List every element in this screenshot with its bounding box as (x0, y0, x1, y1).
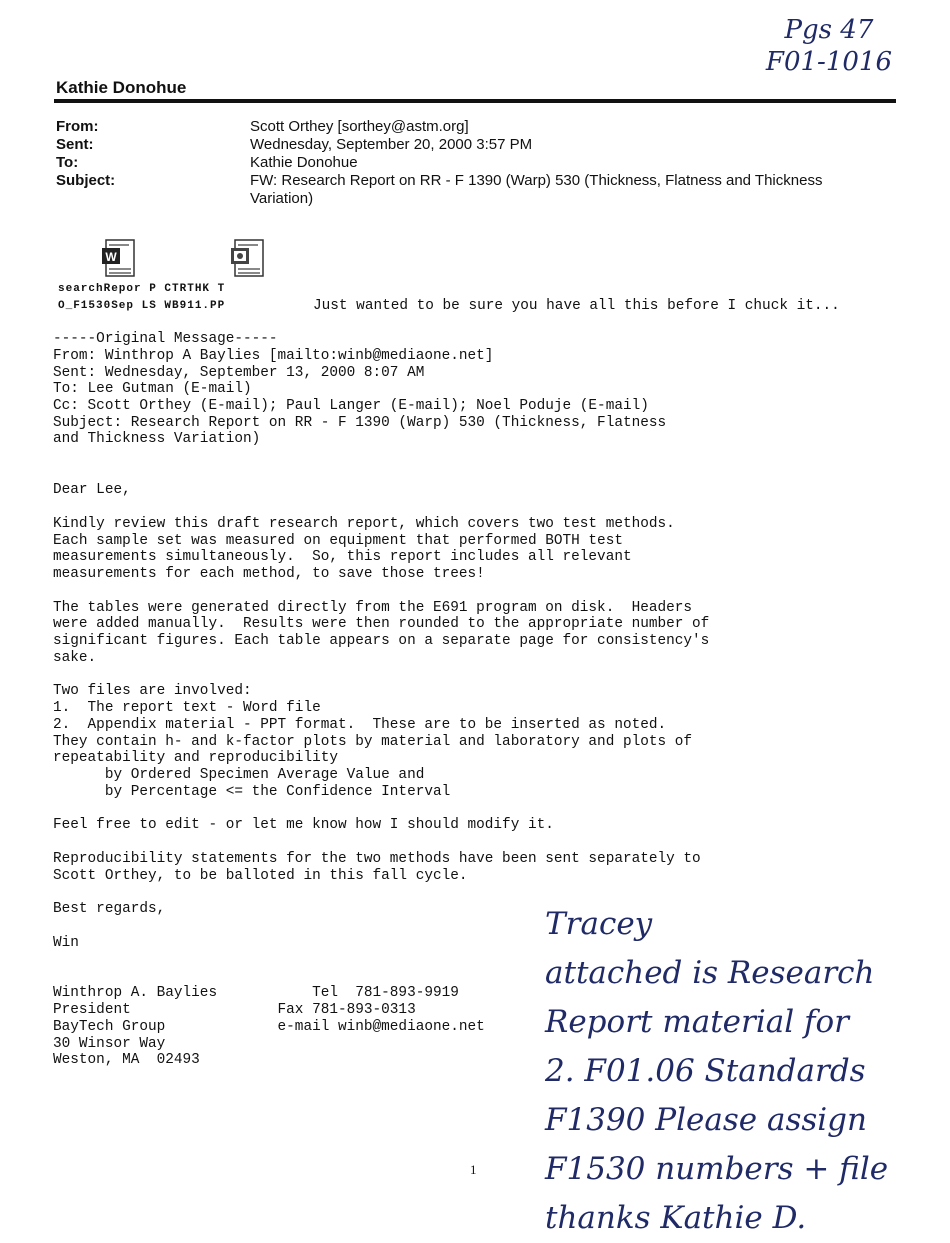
handwritten-page-note (766, 14, 892, 78)
original-subject-cont: and Thickness Variation) (53, 431, 261, 447)
signature-line: Weston, MA 02493 (53, 1052, 200, 1068)
header-divider (54, 99, 896, 103)
page-number: 1 (470, 1162, 477, 1177)
sent-value: Wednesday, September 20, 2000 3:57 PM (250, 136, 533, 153)
list-item: 2. Appendix material - PPT format. These are to be inserted as noted. (53, 717, 667, 733)
paragraph-line: sake. (53, 650, 97, 666)
paragraph-line: measurements for each method, to save those trees! (53, 566, 485, 582)
forward-note: Just wanted to be sure you have all this before I chuck it... (313, 298, 840, 314)
paragraph-line: significant figures. Each table appears on a separate page for consistency's (53, 633, 710, 649)
signature-line: President Fax 781-893-0313 (53, 1002, 416, 1018)
paragraph-line: Kindly review this draft research report, which covers two test methods. (53, 516, 675, 532)
to-label: To: (56, 154, 79, 171)
paragraph-line: Scott Orthey, to be balloted in this fall cycle. (53, 868, 468, 884)
paragraph-line: by Ordered Specimen Average Value and (53, 767, 425, 783)
paragraph-line: They contain h- and k-factor plots by material and laboratory and plots of (53, 734, 693, 750)
handwritten-line: F01-1016 (765, 47, 892, 77)
signature-line: Winthrop A. Baylies Tel 781-893-9919 (53, 985, 459, 1001)
paragraph-line: The tables were generated directly from the E691 program on disk. Headers (53, 600, 693, 616)
paragraph-line: were added manually. Results were then rounded to the appropriate number of (53, 616, 710, 632)
signature-line: 30 Winsor Way (53, 1036, 166, 1052)
original-message-separator: -----Original Message----- (53, 331, 278, 347)
powerpoint-document-icon[interactable] (229, 238, 265, 278)
handwritten-line: Pgs 47 (784, 15, 874, 45)
subject-value: FW: Research Report on RR - F 1390 (Warp) 530 (Thickness, Flatness and Thickness Variation) (250, 172, 823, 207)
attachment-names[interactable]: searchRepor P CTRTHK T (58, 283, 226, 295)
handwritten-line: attached is Research (545, 955, 875, 991)
handwritten-line: Report material for (545, 1004, 849, 1040)
list-item: 1. The report text - Word file (53, 700, 321, 716)
svg-text:W: W (105, 250, 117, 264)
from-label: From: (56, 118, 99, 135)
signature-short: Win (53, 935, 79, 951)
handwritten-line: thanks Kathie D. (545, 1200, 807, 1236)
paragraph-line: Each sample set was measured on equipment that performed BOTH test (53, 533, 623, 549)
paragraph-line: by Percentage <= the Confidence Interval (53, 784, 451, 800)
closing: Best regards, (53, 901, 166, 917)
paragraph-line: Reproducibility statements for the two methods have been sent separately to (53, 851, 701, 867)
handwritten-line: F1390 Please assign (545, 1102, 867, 1138)
salutation: Dear Lee, (53, 482, 131, 498)
handwritten-line: F1530 numbers + file (545, 1151, 889, 1187)
handwritten-line: 2. F01.06 Standards (545, 1053, 866, 1089)
from-value: Scott Orthey [sorthey@astm.org] (250, 118, 469, 135)
paragraph-line: repeatability and reproducibility (53, 750, 338, 766)
attachment-names-second-line[interactable]: O_F1530Sep LS WB911.PP (58, 300, 226, 312)
to-value: Kathie Donohue (250, 154, 358, 171)
original-to: To: Lee Gutman (E-mail) (53, 381, 252, 397)
handwritten-line: Tracey (545, 906, 653, 942)
handwritten-routing-note (545, 900, 925, 1243)
sender-header-name: Kathie Donohue (56, 78, 187, 97)
original-cc: Cc: Scott Orthey (E-mail); Paul Langer (E-mail); Noel Poduje (E-mail) (53, 398, 649, 414)
sent-label: Sent: (56, 136, 94, 153)
original-sent: Sent: Wednesday, September 13, 2000 8:07 AM (53, 365, 425, 381)
original-from: From: Winthrop A Baylies [mailto:winb@mediaone.net] (53, 348, 494, 364)
signature-line: BayTech Group e-mail winb@mediaone.net (53, 1019, 485, 1035)
paragraph-line: Feel free to edit - or let me know how I should modify it. (53, 817, 554, 833)
subject-label: Subject: (56, 172, 116, 189)
paragraph-line: measurements simultaneously. So, this report includes all relevant (53, 549, 632, 565)
original-subject: Subject: Research Report on RR - F 1390 (Warp) 530 (Thickness, Flatness (53, 415, 667, 431)
word-document-icon[interactable] (100, 238, 136, 278)
paragraph-line: Two files are involved: (53, 683, 252, 699)
